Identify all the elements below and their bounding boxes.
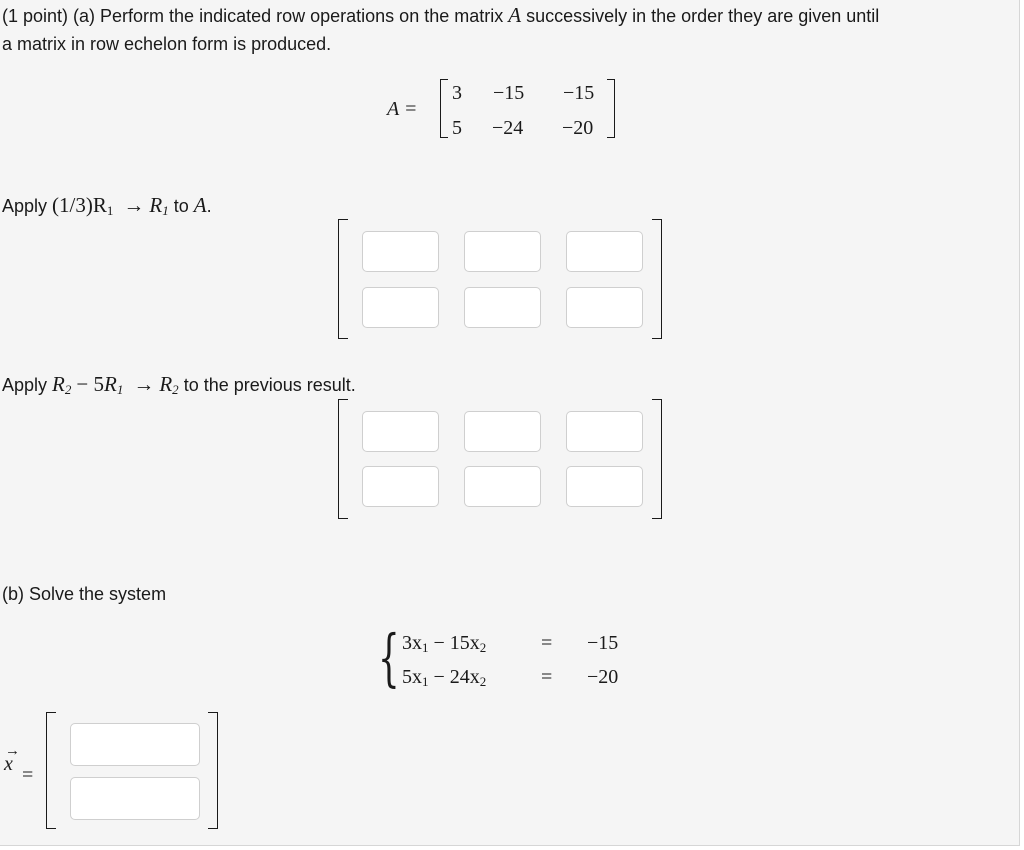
system-brace-icon: { xyxy=(378,621,400,694)
eq2-term1: 5x xyxy=(402,666,422,688)
equation-2-rhs: −20 xyxy=(587,666,619,688)
step2-r2c3-input[interactable] xyxy=(566,466,643,507)
step2-op-minus: − 5 xyxy=(76,372,104,396)
step1-r2c1-input[interactable] xyxy=(362,287,439,328)
matrix-a-cell: 5 xyxy=(452,117,462,139)
matrix-a-cell: 3 xyxy=(452,82,462,104)
step2-r1c3-input[interactable] xyxy=(566,411,643,452)
step2-r1c1-input[interactable] xyxy=(362,411,439,452)
eq2-sub1: 1 xyxy=(422,674,429,689)
step1-right-bracket xyxy=(652,219,662,339)
arrow-icon: → xyxy=(123,193,145,217)
matrix-a-cell: −15 xyxy=(563,82,595,104)
step2-target: R xyxy=(159,372,173,396)
step2-left-bracket xyxy=(338,399,348,519)
step2-op-b-sub: 1 xyxy=(116,382,124,397)
step2-r2c1-input[interactable] xyxy=(362,466,439,507)
x2-input[interactable] xyxy=(70,777,200,820)
step2-op-b: R xyxy=(103,372,117,396)
step1-operation: (1/3)R xyxy=(52,193,107,217)
equation-1-lhs xyxy=(402,631,486,655)
x-right-bracket xyxy=(208,712,218,829)
eq2-sub2: 2 xyxy=(479,674,487,689)
equation-2-equals: = xyxy=(541,666,553,688)
matrix-a-cell: −24 xyxy=(492,117,524,139)
step1-r1c2-input[interactable] xyxy=(464,231,541,272)
matrix-a-label: A = xyxy=(387,98,418,120)
step1-r2c2-input[interactable] xyxy=(464,287,541,328)
step2-r1c2-input[interactable] xyxy=(464,411,541,452)
matrix-a-cell: −20 xyxy=(562,117,594,139)
step1-r1c3-input[interactable] xyxy=(566,231,643,272)
vector-arrow-icon: → xyxy=(5,743,20,759)
eq1-term1: 3x xyxy=(402,632,422,654)
eq1-sub2: 2 xyxy=(479,640,487,655)
part-b-heading: (b) Solve the system xyxy=(2,584,167,604)
step2-right-bracket xyxy=(652,399,662,519)
step2-op-a: R xyxy=(52,372,65,396)
step1-suffix: to xyxy=(173,196,189,216)
step1-target-sub: 1 xyxy=(162,203,169,218)
problem-intro-line2: a matrix in row echelon form is produced. xyxy=(2,34,332,54)
matrix-a-right-bracket xyxy=(607,79,615,138)
equation-1-rhs: −15 xyxy=(587,632,619,654)
step1-left-bracket xyxy=(338,219,348,339)
step2-op-a-sub: 2 xyxy=(64,382,72,397)
intro-text: (1 point) (a) Perform the indicated row operations on the matrix xyxy=(2,6,504,26)
step1-period: . xyxy=(206,196,212,216)
eq1-sub1: 1 xyxy=(422,640,429,655)
matrix-a-left-bracket xyxy=(440,79,448,138)
step1-r2c3-input[interactable] xyxy=(566,287,643,328)
eq2-term2: − 24x xyxy=(428,666,480,688)
intro-matrix-var: A xyxy=(508,3,522,27)
arrow-icon: → xyxy=(133,372,155,396)
intro-text-end: successively in the order they are given until xyxy=(526,6,880,26)
step1-target: R xyxy=(149,193,163,217)
problem-intro-line1 xyxy=(2,1,879,30)
step1-suffix-var: A xyxy=(193,193,207,217)
step1-instruction xyxy=(2,191,212,220)
x-left-bracket xyxy=(46,712,56,829)
step2-prefix: Apply xyxy=(2,375,48,395)
equation-2-lhs xyxy=(402,665,486,689)
step2-target-sub: 2 xyxy=(172,382,179,397)
x1-input[interactable] xyxy=(70,723,200,766)
step2-r2c2-input[interactable] xyxy=(464,466,541,507)
step1-r1c1-input[interactable] xyxy=(362,231,439,272)
x-var: x xyxy=(4,753,13,775)
equation-1-equals: = xyxy=(541,632,553,654)
step1-op-sub: 1 xyxy=(106,203,114,218)
step2-instruction xyxy=(2,370,356,399)
x-equals: = xyxy=(22,764,34,786)
step2-suffix: to the previous result. xyxy=(183,375,356,395)
step1-prefix: Apply xyxy=(2,196,48,216)
eq1-term2: − 15x xyxy=(428,632,480,654)
matrix-a-cell: −15 xyxy=(493,82,525,104)
